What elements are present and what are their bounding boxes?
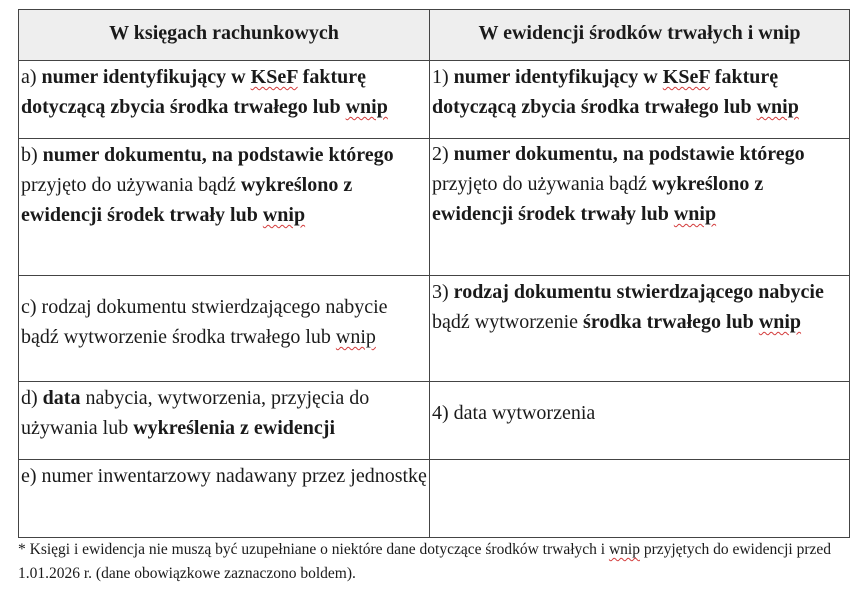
table-row: [19, 61, 850, 139]
cell-register-3: 3) rodzaj dokumentu stwierdzającego nabycie bądź wytworzenie środka trwałego lub wnip: [430, 276, 850, 382]
cell-register-2: 2) numer dokumentu, na podstawie którego przyjęto do używania bądź wykreślono z ewidencji środek trwały lub wnip: [430, 139, 850, 276]
table-row: [19, 382, 850, 460]
table-row: [19, 460, 850, 538]
header-register: [430, 10, 850, 61]
cell-books-b: b) numer dokumentu, na podstawie którego przyjęto do używania bądź wykreślono z ewidencji środek trwały lub wnip: [19, 139, 430, 276]
table-header-row: [19, 10, 850, 61]
cell-books-c: c) rodzaj dokumentu stwierdzającego nabycie bądź wytworzenie środka trwałego lub wnip: [19, 276, 430, 382]
footnote: * Księgi i ewidencja nie muszą być uzupełniane o niektóre dane dotyczące środków trwałych i wnip przyjętych do ewidencji przed 1.01.2026 r. (dane obowiązkowe zaznaczono boldem).: [18, 541, 832, 582]
cell-register-1: 1) numer identyfikujący w KSeF fakturę dotyczącą zbycia środka trwałego lub wnip: [430, 61, 850, 139]
cell-books-d: d) data nabycia, wytworzenia, przyjęcia do używania lub wykreślenia z ewidencji: [19, 382, 430, 460]
header-register-label: W ewidencji środków trwałych i wnip: [478, 22, 801, 44]
header-books-label: W księgach rachunkowych: [109, 22, 339, 44]
comparison-table: [18, 9, 850, 538]
cell-register-4: 4) data wytworzenia: [430, 382, 850, 460]
cell-books-e: e) numer inwentarzowy nadawany przez jednostkę: [19, 460, 430, 538]
cell-books-a: a) numer identyfikujący w KSeF fakturę dotyczącą zbycia środka trwałego lub wnip: [19, 61, 430, 139]
table-row: [19, 139, 850, 276]
header-books: [19, 10, 430, 61]
table-row: [19, 276, 850, 382]
cell-register-empty: [430, 460, 850, 538]
